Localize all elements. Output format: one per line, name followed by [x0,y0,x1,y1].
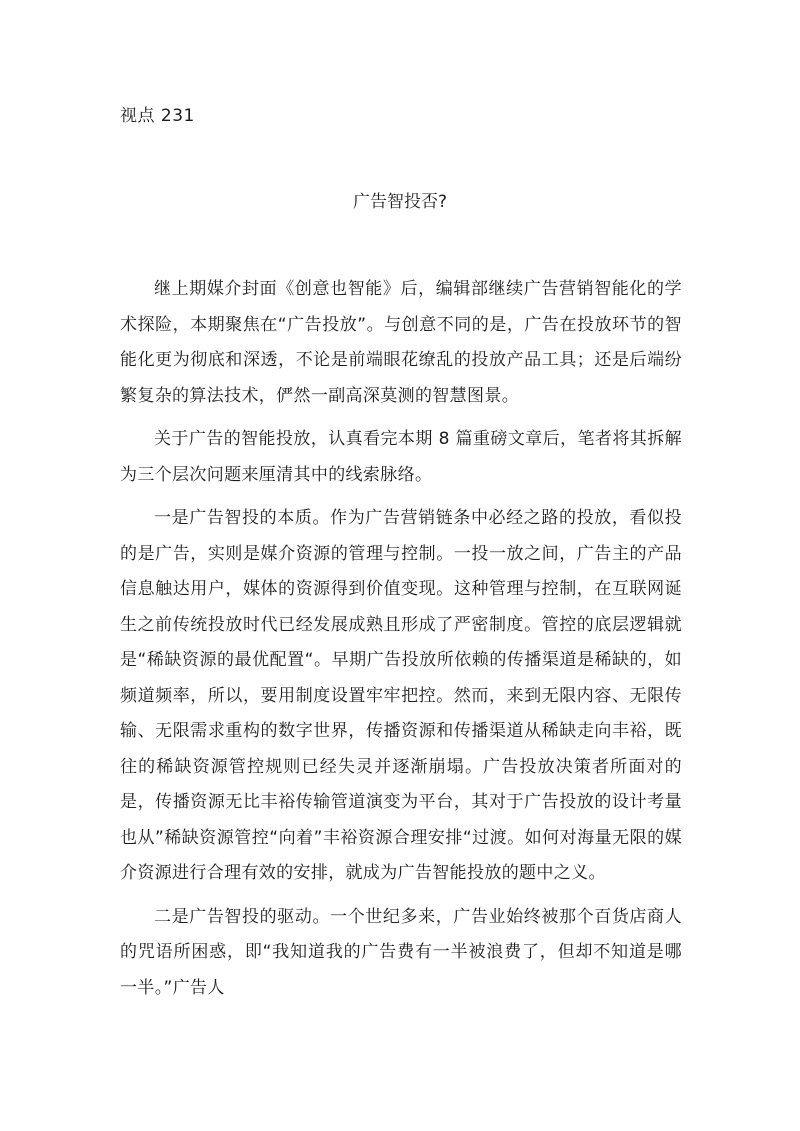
page-header-label: 视点 231 [120,106,195,126]
paragraph-1: 继上期媒介封面《创意也智能》后，编辑部继续广告营销智能化的学术探险，本期聚焦在“广告投放”。与创意不同的是，广告在投放环节的智能化更为彻底和深透，不论是前端眼花缭乱的投放产品工具；还是后端纷繁复杂的算法技术，俨然一副高深莫测的智慧图景。 [120,279,682,406]
article-body [120,272,682,1014]
paragraph-3: 一是广告智投的本质。作为广告营销链条中必经之路的投放，看似投的是广告，实则是媒介资源的管理与控制。一投一放之间，广告主的产品信息触达用户，媒体的资源得到价值变现。这种管理与控制，在互联网诞生之前传统投放时代已经发展成熟且形成了严密制度。管控的底层逻辑就是“稀缺资源的最优配置“。早期广告投放所依赖的传播渠道是稀缺的，如频道频率，所以，要用制度设置牢牢把控。然而，来到无限内容、无限传输、无限需求重构的数字世界，传播资源和传播渠道从稀缺走向丰裕，既往的稀缺资源管控规则已经失灵并逐渐崩塌。广告投放决策者所面对的是，传播资源无比丰裕传输管道演变为平台，其对于广告投放的设计考量也从”稀缺资源管控“向着”丰裕资源合理安排“过渡。如何对海量无限的媒介资源进行合理有效的安排，就成为广告智能投放的题中之义。 [120,508,682,883]
paragraph-4: 二是广告智投的驱动。一个世纪多来，广告业始终被那个百货店商人的咒语所困惑，即“我知道我的广告费有一半被浪费了，但却不知道是哪一半。”广告人 [120,906,682,998]
paragraph-2: 关于广告的智能投放，认真看完本期 8 篇重磅文章后，笔者将其拆解为三个层次问题来厘清其中的线索脉络。 [120,429,682,485]
article-title: 广告智投否? [352,192,448,212]
